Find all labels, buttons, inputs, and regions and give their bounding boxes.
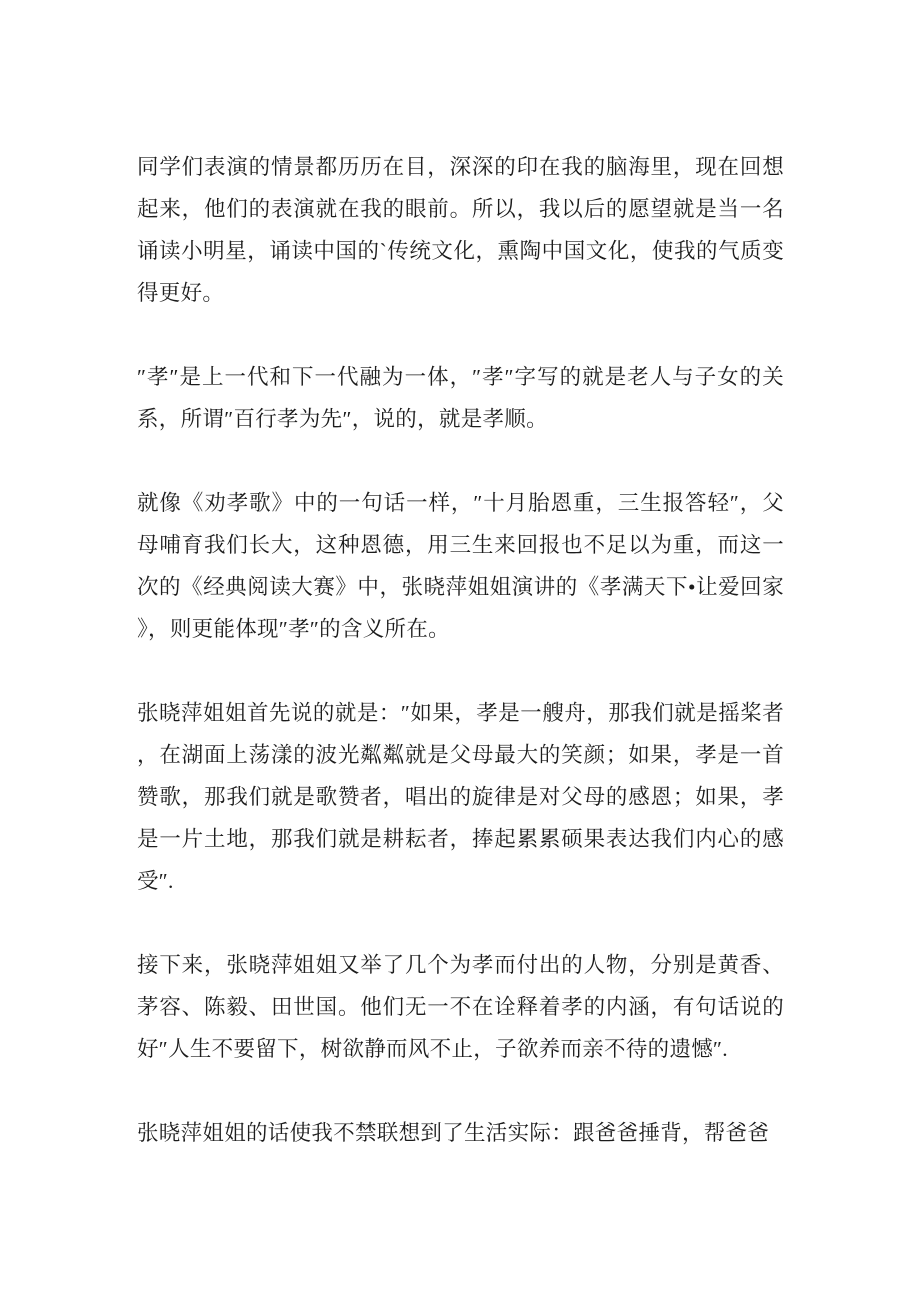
paragraph-filial-examples: 接下来，张晓萍姐姐又举了几个为孝而付出的人物，分别是黄香、茅容、陈毅、田世国。他们无一不在诠释着孝的内涵，有句话说的好″人生不要留下，树欲静而风不止，子欲养而亲不待的遗憾″. bbox=[137, 953, 784, 1061]
paragraph-xiao-definition: ″孝″是上一代和下一代融为一体，″孝″字写的就是老人与子女的关系，所谓″百行孝为先″，说的，就是孝顺。 bbox=[137, 365, 784, 431]
paragraph-real-life: 张晓萍姐姐的话使我不禁联想到了生活实际：跟爸爸捶背，帮爸爸 bbox=[137, 1121, 770, 1145]
paragraph-quan-xiao-ge: 就像《劝孝歌》中的一句话一样，″十月胎恩重，三生报答轻″，父母哺育我们长大，这种恩德，用三生来回报也不足以为重，而这一次的《经典阅读大赛》中，张晓萍姐姐演讲的《孝满天下•让爱回家》，则更能体现″孝″的含义所在。 bbox=[137, 491, 784, 641]
paragraph-speech-metaphors: 张晓萍姐姐首先说的就是：″如果，孝是一艘舟，那我们就是摇桨者，在湖面上荡漾的波光粼粼就是父母最大的笑颜；如果，孝是一首赞歌，那我们就是歌赞者，唱出的旋律是对父母的感恩；如果，孝是一片土地，那我们就是耕耘者，捧起累累硕果表达我们内心的感受″. bbox=[137, 701, 784, 893]
paragraph-reciting-wish: 同学们表演的情景都历历在目，深深的印在我的脑海里，现在回想起来，他们的表演就在我的眼前。所以，我以后的愿望就是当一名诵读小明星，诵读中国的`传统文化，熏陶中国文化，使我的气质变得更好。 bbox=[137, 155, 784, 305]
